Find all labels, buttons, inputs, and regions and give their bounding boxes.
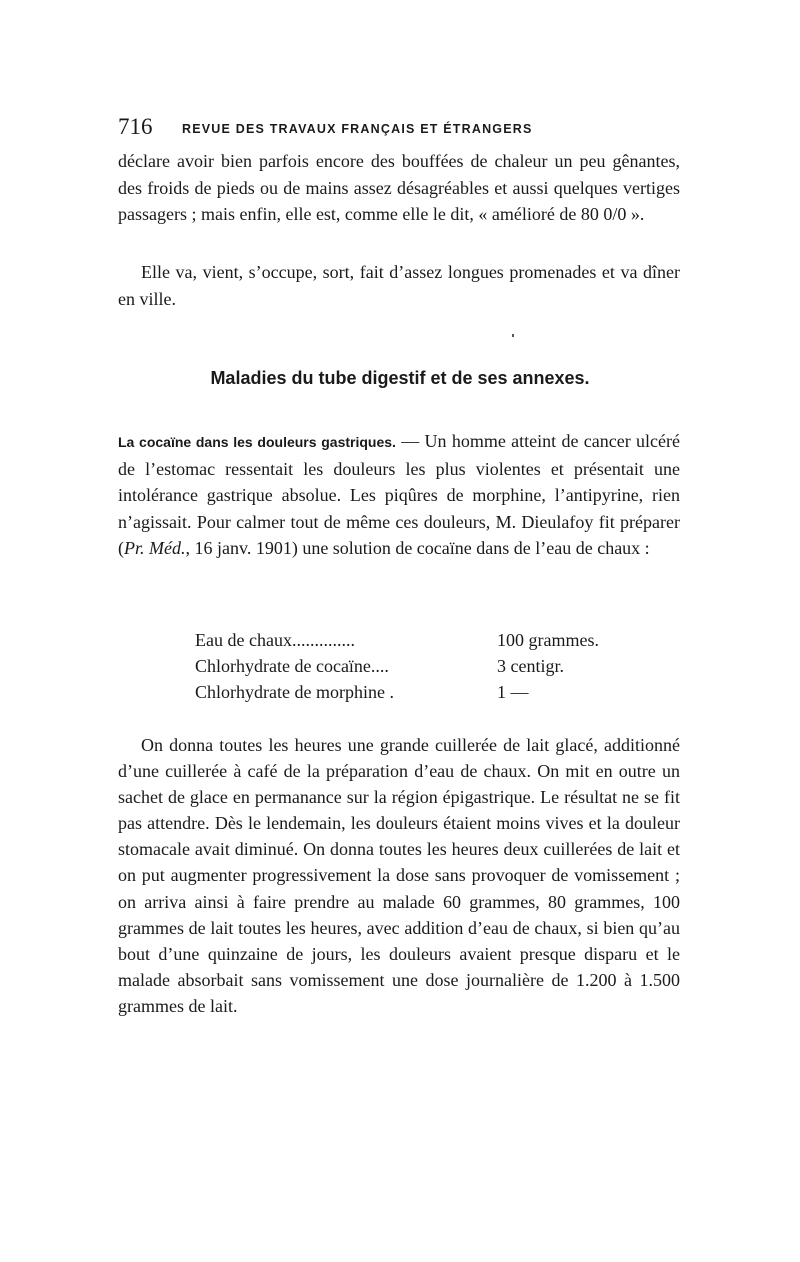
- print-speck: [512, 334, 514, 337]
- paragraph-1: déclare avoir bien parfois encore des bouffées de chaleur un peu gênantes, des froids de pieds ou de mains assez désagréables et aussi quelques vertiges passagers ; mais enfin, elle est, comme elle le dit, « amélioré de 80 0/0 ».: [118, 151, 680, 224]
- section-title: Maladies du tube digestif et de ses annexes.: [210, 368, 590, 388]
- page-header: [118, 114, 678, 144]
- page-number: 716: [118, 114, 153, 139]
- ingredient-quantity: 1 —: [497, 682, 529, 702]
- prescription-row: [195, 682, 615, 708]
- ingredient-name: Chlorhydrate de morphine .: [195, 682, 394, 702]
- paragraph-4: On donna toutes les heures une grande cuillerée de lait glacé, additionné d’une cuillerée à café de la préparation d’eau de chaux. On mit en outre un sachet de glace en permanance sur la région épigastrique. Le résultat ne se fit pas attendre. Dès le lendemain, les douleurs étaient moins vives et la douleur stomacale avait diminué. On donna toutes les heures deux cuillerées de lait et on put augmenter progressivement la dose sans provoquer de vomissement ; on arriva ainsi à faire prendre au malade 60 grammes, 80 grammes, 100 grammes de lait toutes les heures, avec addition d’eau de chaux, si bien qu’au bout d’une quinzaine de jours, les douleurs avaient presque disparu et le malade absorbait sans vomissement une dose journalière de 1.200 à 1.500 grammes de lait.: [118, 735, 680, 1016]
- prescription-row: [195, 630, 615, 656]
- ingredient-quantity: 100 grammes.: [497, 630, 599, 650]
- ingredient-name: Eau de chaux..............: [195, 630, 355, 650]
- ingredient-name: Chlorhydrate de cocaïne....: [195, 656, 389, 676]
- paragraph-3-text-end: , 16 janv. 1901) une solution de cocaïne dans de l’eau de chaux :: [185, 538, 650, 558]
- paragraph-3-text: — Un homme atteint de cancer ulcéré de l’estomac ressentait les douleurs les plus violentes et présentait une intolérance gastrique absolue. Les piqûres de morphine, l’antipyrine, rien n’agissait. Pour calmer tout de même ces douleurs, M. Dieulafoy fit préparer (: [118, 431, 680, 558]
- ingredient-quantity: 3 centigr.: [497, 656, 564, 676]
- prescription-table: [195, 630, 615, 708]
- article-title: La cocaïne dans les douleurs gastriques.: [118, 434, 396, 450]
- running-title: REVUE DES TRAVAUX FRANÇAIS ET ÉTRANGERS: [182, 122, 533, 136]
- paragraph-2: Elle va, vient, s’occupe, sort, fait d’assez longues promenades et va dîner en ville.: [118, 262, 680, 309]
- paragraph-3: [118, 428, 680, 562]
- prescription-row: [195, 656, 615, 682]
- citation-source: Pr. Méd.: [124, 538, 186, 558]
